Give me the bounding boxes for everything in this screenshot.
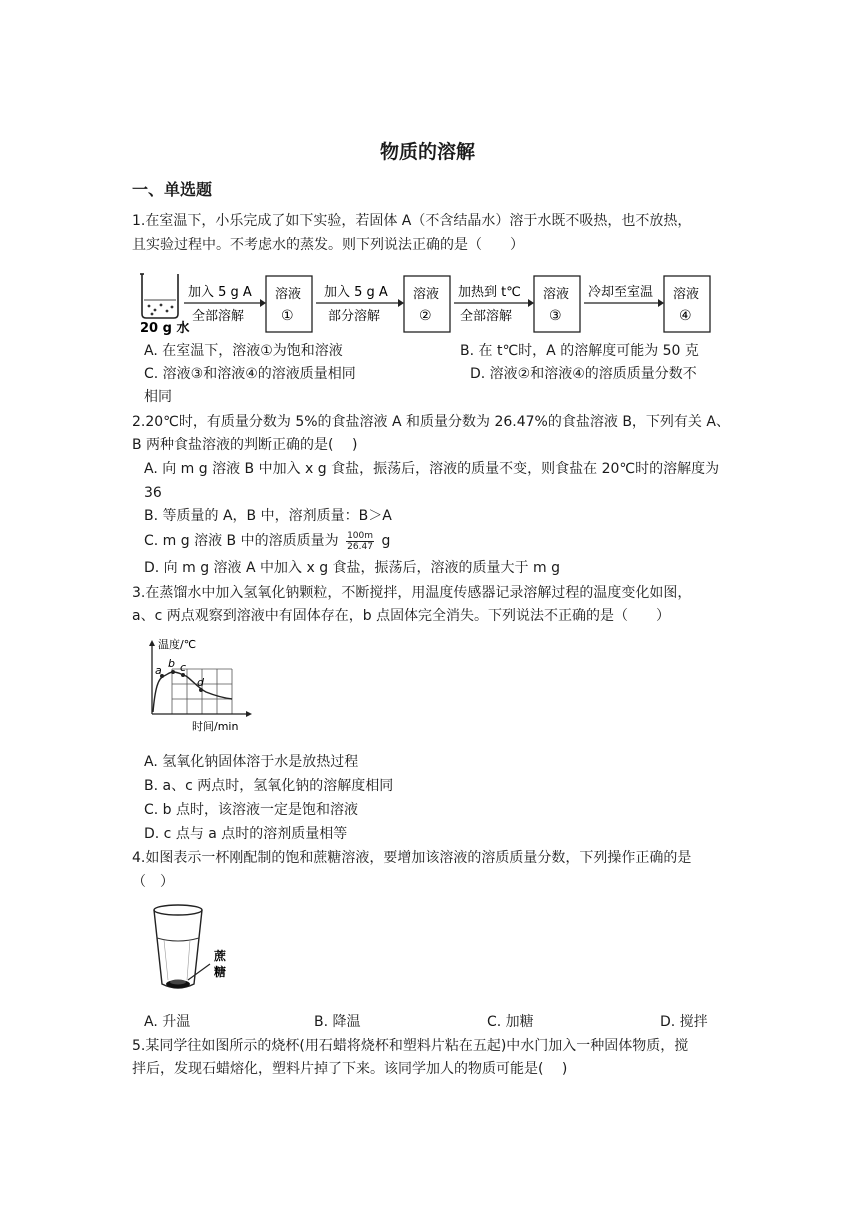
svg-text:溶液: 溶液 xyxy=(275,287,302,302)
q2-option-c: C. m g 溶液 B 中的溶质质量为 $\frac{100m}{26.47}$ g xyxy=(144,530,391,552)
step2-top-label: 加入 5 g A xyxy=(324,285,388,300)
page-title: 物质的溶解 xyxy=(380,141,476,163)
q5-stem-line1: 5.某同学往如图所示的烧杯(用石蜡将烧杯和塑料片粘在五起)中水门加入一种固体物质，搅 xyxy=(132,1038,689,1054)
q1-option-d: D. 溶液②和溶液④的溶质质量分数不 xyxy=(470,366,697,382)
q3-option-b: B. a、c 两点时，氢氧化钠的溶解度相同 xyxy=(144,778,394,794)
q1-option-c: C. 溶液③和溶液④的溶液质量相同 xyxy=(144,366,356,382)
step1-top-label: 加入 5 g A xyxy=(188,285,252,300)
point-d-label: d xyxy=(197,676,204,689)
q4-stem-line1: 4.如图表示一杯刚配制的饱和蔗糖溶液，要增加该溶液的溶质质量分数，下列操作正确的是 xyxy=(132,850,692,866)
svg-text:溶液: 溶液 xyxy=(673,287,700,302)
q4-option-b: B. 降温 xyxy=(314,1014,361,1030)
step3-top-label: 加热到 t℃ xyxy=(458,285,521,300)
q1-experiment-diagram xyxy=(136,270,732,336)
q4-option-d: D. 搅拌 xyxy=(660,1014,708,1030)
svg-text:①: ① xyxy=(281,308,294,324)
q1-option-a: A. 在室温下，溶液①为饱和溶液 xyxy=(144,343,343,359)
q2-stem-line2: B 两种食盐溶液的判断正确的是( ) xyxy=(132,437,358,453)
svg-text:溶液: 溶液 xyxy=(413,287,440,302)
temperature-curve xyxy=(153,672,232,712)
water-label: 20 g 水 xyxy=(140,321,190,336)
point-a-label: a xyxy=(155,664,162,677)
q2-option-b: B. 等质量的 A，B 中，溶剂质量：B＞A xyxy=(144,508,392,524)
svg-text:②: ② xyxy=(419,308,432,324)
q3-stem-line2: a、c 两点观察到溶液中有固体存在，b 点固体完全消失。下列说法不正确的是（ ） xyxy=(132,608,671,624)
q2-stem-line1: 2.20℃时，有质量分数为 5%的食盐溶液 A 和质量分数为 26.47%的食盐溶液 B，下列有关 A、 xyxy=(132,414,730,430)
beaker-icon xyxy=(140,274,178,318)
section-heading: 一、单选题 xyxy=(132,180,213,199)
q1-stem-line2: 且实验过程中。不考虑水的蒸发。则下列说法正确的是（ ） xyxy=(132,237,524,253)
y-axis-label: 温度/℃ xyxy=(158,638,197,651)
q4-sugar-cup-figure xyxy=(150,900,246,996)
x-axis-label: 时间/min xyxy=(192,720,239,733)
q3-stem-line1: 3.在蒸馏水中加入氢氧化钠颗粒，不断搅拌，用温度传感器记录溶解过程的温度变化如图， xyxy=(132,585,692,601)
step3-bottom-label: 全部溶解 xyxy=(460,309,513,324)
q2-option-a-cont: 36 xyxy=(144,485,162,501)
q4-option-c: C. 加糖 xyxy=(487,1014,534,1030)
point-c-label: c xyxy=(180,661,187,674)
fraction: $\frac{100m}{26.47}$ xyxy=(347,530,374,552)
point-b-label: b xyxy=(168,657,175,670)
q3-option-a: A. 氢氧化钠固体溶于水是放热过程 xyxy=(144,754,359,770)
svg-text:溶液: 溶液 xyxy=(543,287,570,302)
step4-top-label: 冷却至室温 xyxy=(588,285,654,300)
q3-temperature-chart xyxy=(142,634,254,734)
q2-option-a: A. 向 m g 溶液 B 中加入 x g 食盐，振荡后，溶液的质量不变，则食盐在 20℃时的溶解度为 xyxy=(144,461,720,477)
step1-bottom-label: 全部溶解 xyxy=(192,309,245,324)
q4-option-a: A. 升温 xyxy=(144,1014,191,1030)
q4-stem-line2: （ ） xyxy=(132,874,174,890)
q1-stem-line1: 1.在室温下，小乐完成了如下实验，若固体 A（不含结晶水）溶于水既不吸热，也不放热， xyxy=(132,213,692,229)
q1-option-b: B. 在 t℃时，A 的溶解度可能为 50 克 xyxy=(460,343,699,359)
q5-stem-line2: 拌后，发现石蜡熔化，塑料片掉了下来。该同学加人的物质可能是( ) xyxy=(132,1061,568,1077)
q1-option-d-cont: 相同 xyxy=(144,389,172,405)
step2-bottom-label: 部分溶解 xyxy=(328,309,381,324)
svg-text:③: ③ xyxy=(549,308,562,324)
svg-text:④: ④ xyxy=(679,308,692,324)
sugar-label-2: 糖 xyxy=(214,965,227,979)
sugar-label-1: 蔗 xyxy=(214,949,227,963)
q2-option-d: D. 向 m g 溶液 A 中加入 x g 食盐，振荡后，溶液的质量大于 m g xyxy=(144,560,560,576)
q3-option-d: D. c 点与 a 点时的溶剂质量相等 xyxy=(144,826,348,842)
pointer-line xyxy=(188,964,210,980)
q3-option-c: C. b 点时，该溶液一定是饱和溶液 xyxy=(144,802,359,818)
